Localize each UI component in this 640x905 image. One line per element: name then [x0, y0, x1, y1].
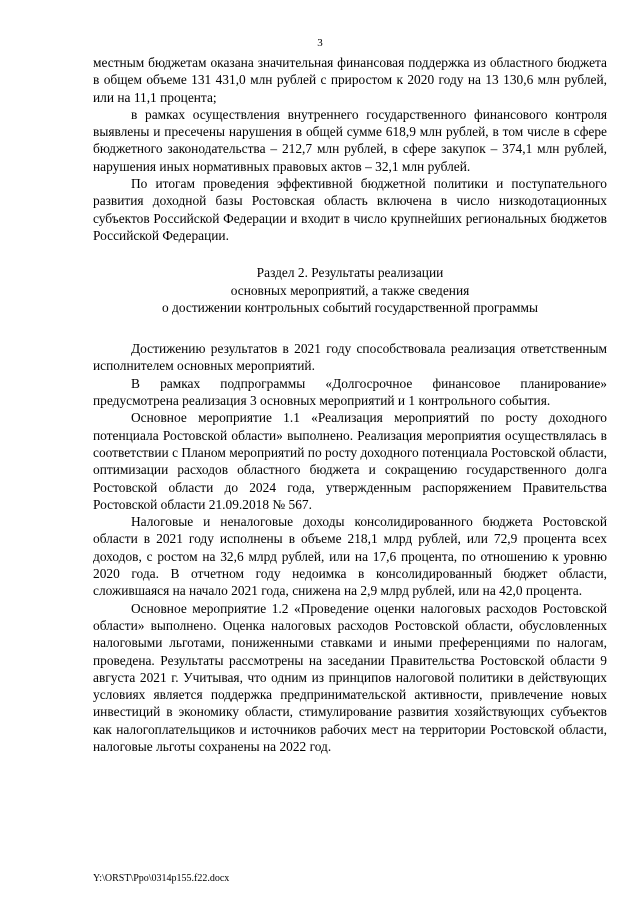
paragraph: По итогам проведения эффективной бюджетной политики и поступательного развития доходной базы Ростовская область включена в число низкодотационных субъектов Российской Федерации и входит в число крупнейших региональных бюджетов Российской Федерации.: [93, 176, 607, 243]
page-number: 3: [317, 37, 323, 49]
section-heading-line: Раздел 2. Результаты реализации: [256, 265, 444, 281]
paragraph: Основное мероприятие 1.1 «Реализация мероприятий по росту доходного потенциала Ростовской области» выполнено. Реализация мероприятия осуществлялась в соответствии с Планом мероприятий по росту доходного потенциала Ростовской области, оптимизации расходов областного бюджета и сокращению государственного долга Ростовской области до 2024 года, утвержденным распоряжением Правительства Ростовской области 21.09.2018 № 567.: [93, 410, 607, 512]
paragraph: В рамках подпрограммы «Долгосрочное финансовое планирование» предусмотрена реализация 3 основных мероприятий и 1 контрольного события.: [93, 375, 607, 409]
paragraph: местным бюджетам оказана значительная финансовая поддержка из областного бюджета в общем объеме 131 431,0 млн рублей с приростом к 2020 году на 13 130,6 млн рублей, или на 11,1 процента;: [93, 55, 607, 105]
section-heading-line: основных мероприятий, а также сведения: [230, 282, 470, 298]
paragraph: Достижению результатов в 2021 году способствовала реализация ответственным исполнителем основных мероприятий.: [93, 341, 607, 374]
document-body: [93, 54, 607, 755]
footer-file-path: Y:\ORST\Ppo\0314p155.f22.docx: [93, 873, 230, 884]
paragraph: в рамках осуществления внутреннего государственного финансового контроля выявлены и пресечены нарушения в общей сумме 618,9 млн рублей, в том числе в сфере бюджетного законодательства – 212,7 млн рублей, в сфере закупок – 374,1 млн рублей, нарушения иных нормативных правовых актов – 32,1 млн рублей.: [93, 106, 607, 174]
paragraph: Основное мероприятие 1.2 «Проведение оценки налоговых расходов Ростовской области» выполнено. Оценка налоговых расходов Ростовской области, обусловленных налоговыми льготами, пониженными ставками и иными преференциями по налогам, проведена. Результаты рассмотрены на заседании Правительства Ростовской области 9 августа 2021 г. Учитывая, что одним из принципов налоговой политики в действующих условиях является поддержка предпринимательской активности, привлечение новых инвестиций в экономику области, стимулирование развития хозяйствующих субъектов как налогоплательщиков и источников рабочих мест на территории Ростовской области, налоговые льготы сохранены на 2022 год.: [93, 600, 607, 754]
paragraph: Налоговые и неналоговые доходы консолидированного бюджета Ростовской области в 2021 году исполнены в объеме 218,1 млрд рублей, или 72,9 процента всех доходов, с ростом на 32,6 млрд рублей, или на 17,6 процента, по отношению к уровню 2020 года. В отчетном году недоимка в консолидированный бюджет области, сложившаяся на начало 2021 года, снижена на 2,9 млрд рублей, или на 42,0 процента.: [93, 514, 607, 599]
section-heading: [93, 264, 607, 316]
section-heading-line: о достижении контрольных событий государственной программы: [161, 299, 538, 315]
